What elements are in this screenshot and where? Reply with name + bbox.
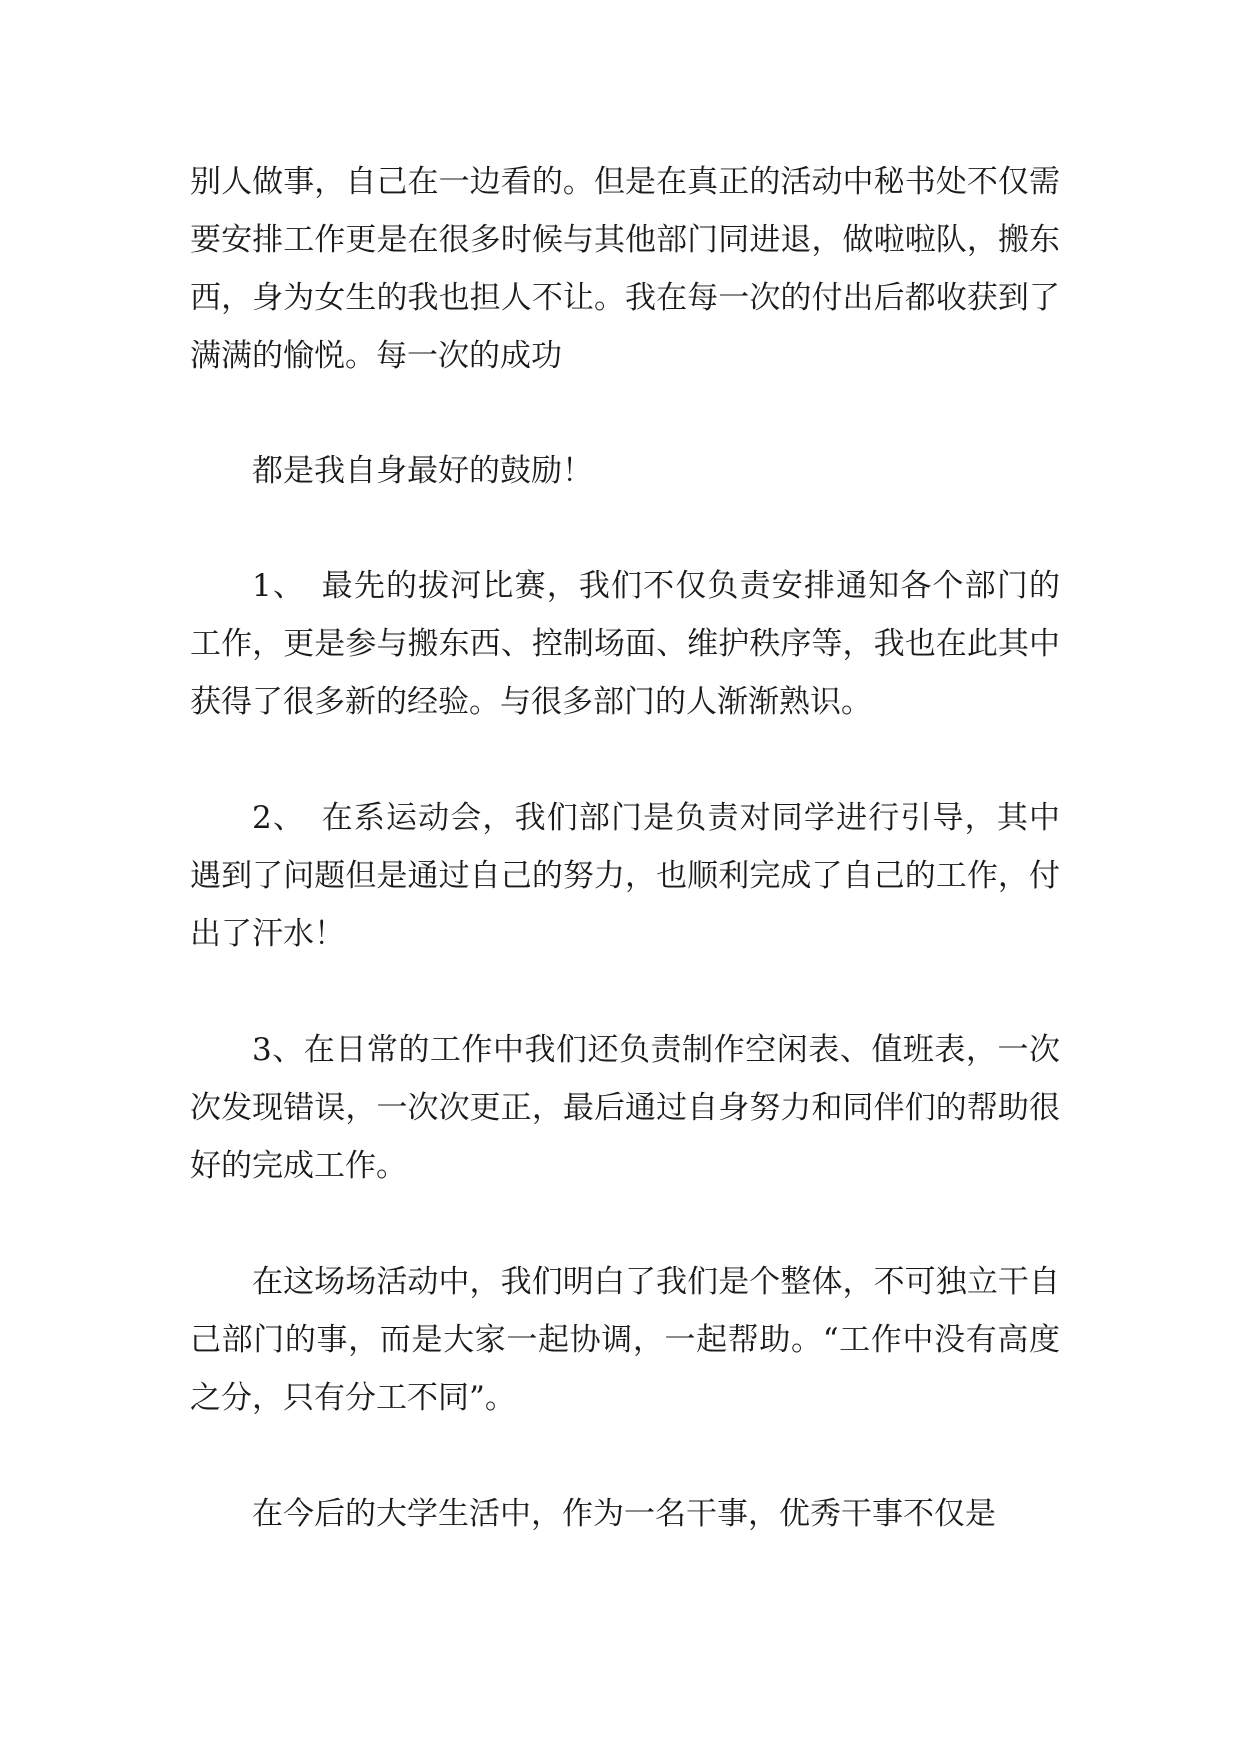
paragraph-reflection: 在这场场活动中，我们明白了我们是个整体，不可独立干自己部门的事，而是大家一起协调，一起帮助。“工作中没有高度之分，只有分工不同”。 bbox=[190, 1264, 1060, 1416]
paragraph-item-3: 3、在日常的工作中我们还负责制作空闲表、值班表，一次次发现错误，一次次更正，最后通过自身努力和同伴们的帮助很好的完成工作。 bbox=[190, 1032, 1060, 1184]
paragraph-item-2: 2、 在系运动会，我们部门是负责对同学进行引导，其中遇到了问题但是通过自己的努力，也顺利完成了自己的工作，付出了汗水！ bbox=[190, 800, 1060, 952]
paragraph-continuation: 别人做事，自己在一边看的。但是在真正的活动中秘书处不仅需要安排工作更是在很多时候与其他部门同进退，做啦啦队，搬东西，身为女生的我也担人不让。我在每一次的付出后都收获到了满满的愉悦。每一次的成功 bbox=[190, 164, 1060, 374]
document-body bbox=[190, 153, 1060, 1543]
paragraph-encouragement: 都是我自身最好的鼓励！ bbox=[252, 453, 593, 489]
paragraph-future: 在今后的大学生活中，作为一名干事，优秀干事不仅是 bbox=[252, 1496, 996, 1532]
paragraph-item-1: 1、 最先的拔河比赛，我们不仅负责安排通知各个部门的工作，更是参与搬东西、控制场面、维护秩序等，我也在此其中获得了很多新的经验。与很多部门的人渐渐熟识。 bbox=[190, 568, 1060, 720]
